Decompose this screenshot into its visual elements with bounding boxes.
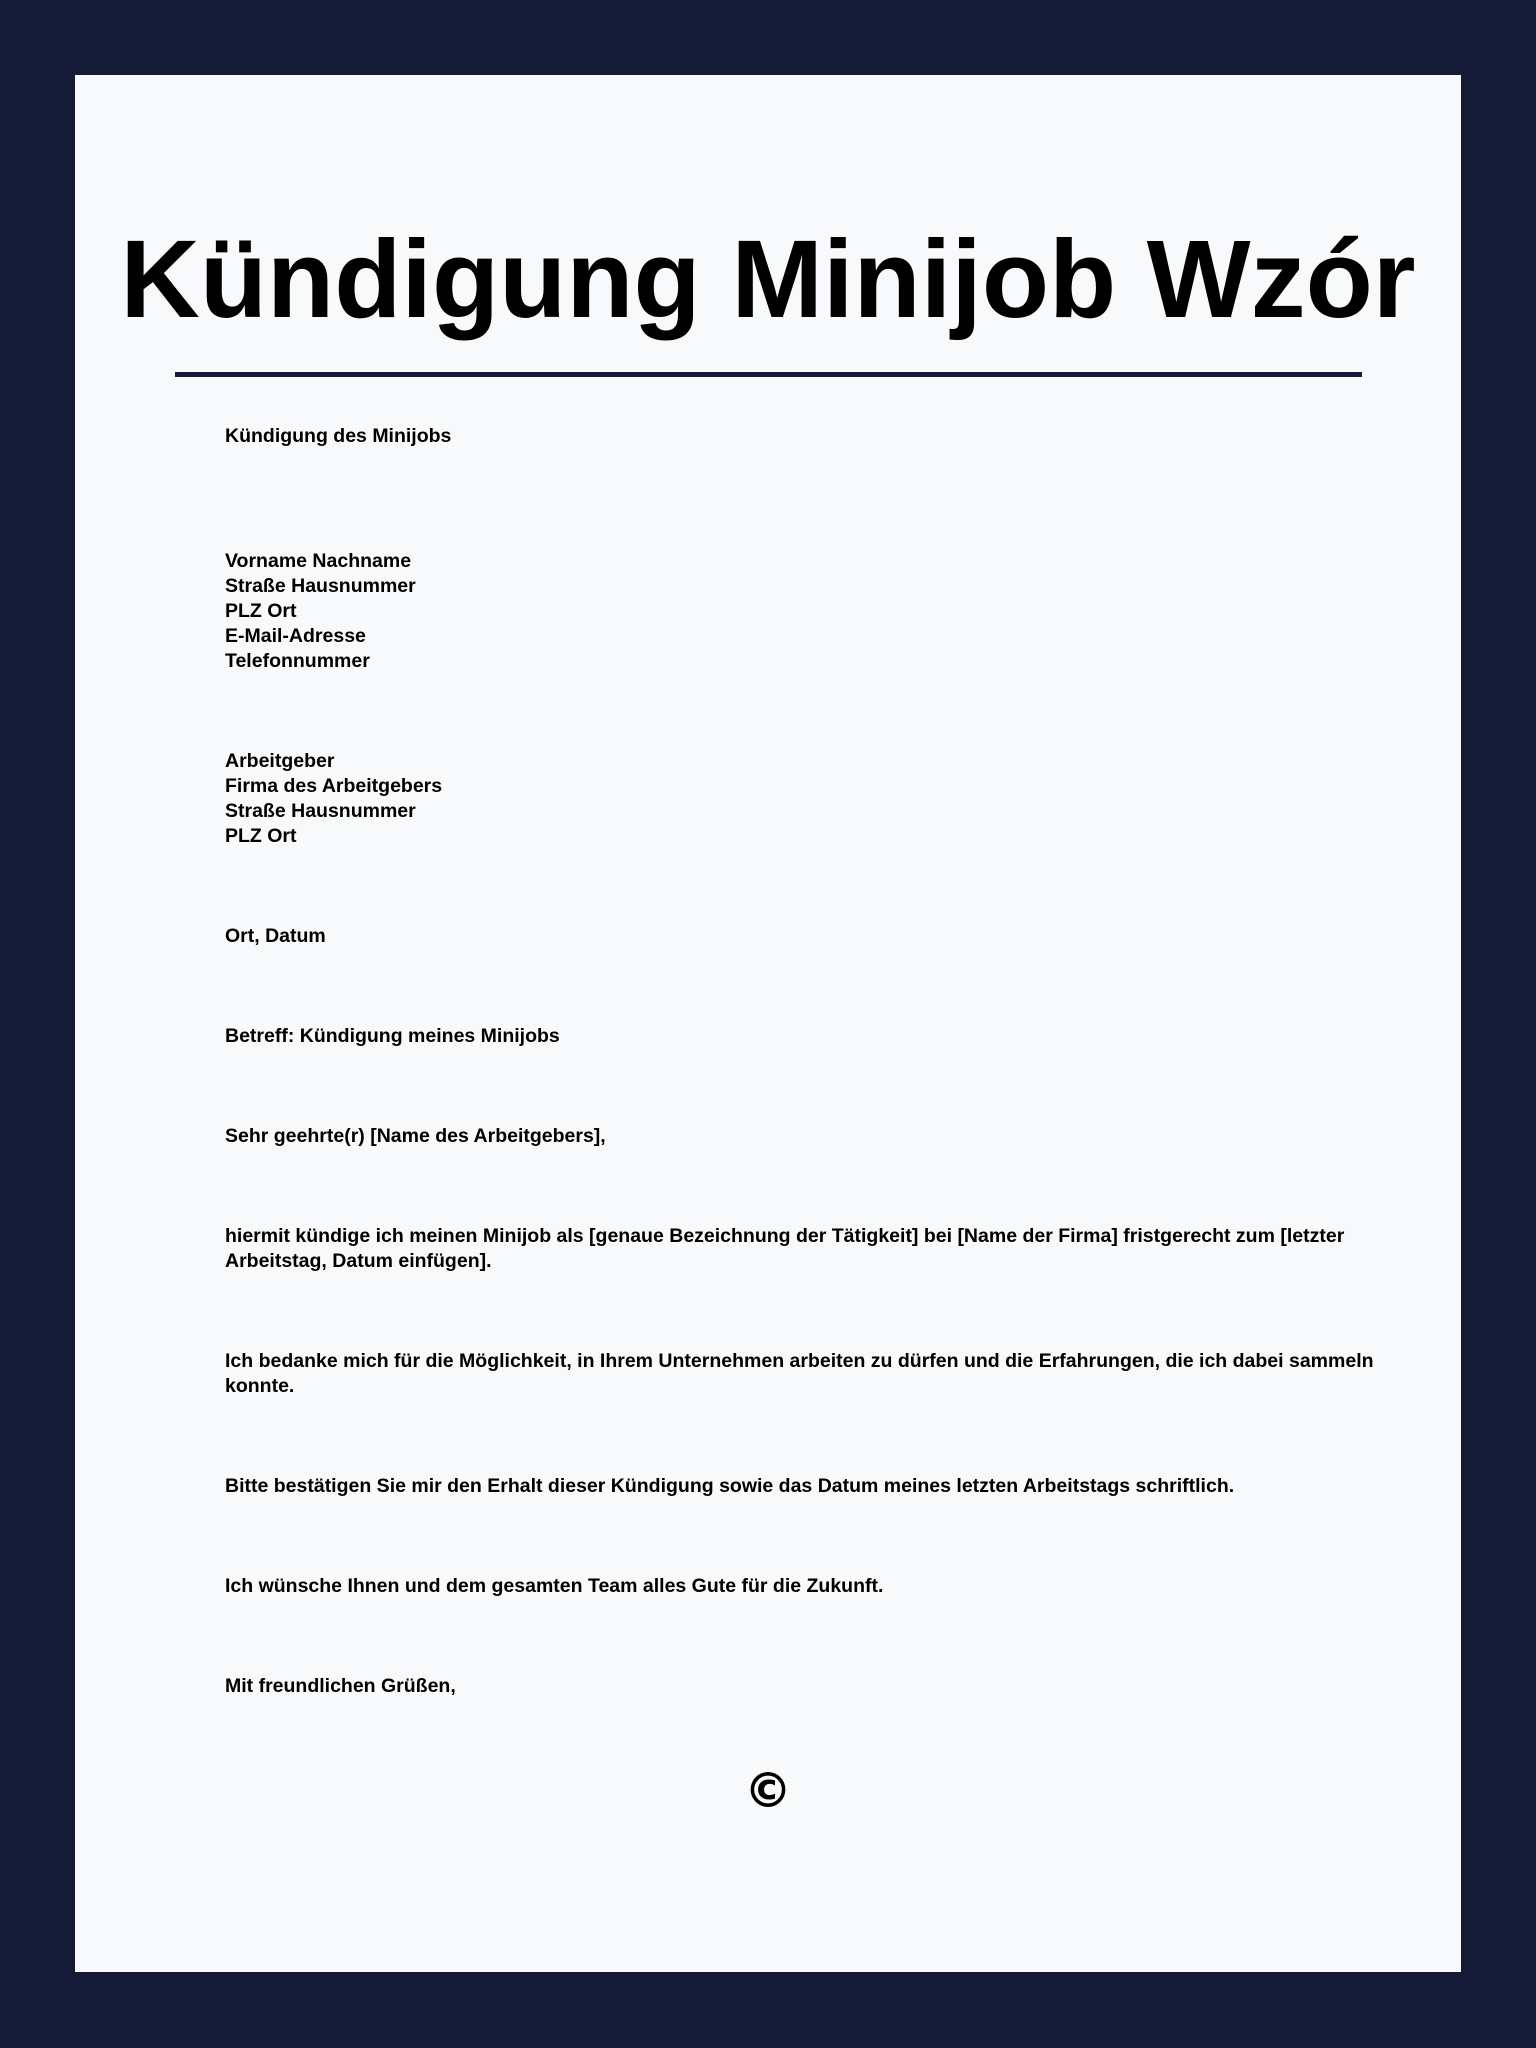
sender-phone: Telefonnummer xyxy=(225,650,370,672)
paragraph-thanks: Ich bedanke mich für die Möglichkeit, in Ihrem Unternehmen arbeiten zu dürfen und die Erfahrungen, die ich dabei sammeln konnte. xyxy=(225,1350,1374,1397)
title-divider xyxy=(175,372,1362,377)
copyright-icon: © xyxy=(744,1763,792,1819)
sender-name: Vorname Nachname xyxy=(225,550,412,572)
recipient-label: Arbeitgeber xyxy=(225,750,335,772)
paragraph-confirmation: Bitte bestätigen Sie mir den Erhalt dieser Kündigung sowie das Datum meines letzten Arbeitstags schriftlich. xyxy=(225,1475,1235,1497)
paragraph-termination: hiermit kündige ich meinen Minijob als [genaue Bezeichnung der Tätigkeit] bei [Name der Firma] fristgerecht zum [letzter Arbeitstag, Datum einfügen]. xyxy=(225,1225,1345,1272)
letter-body xyxy=(225,424,1405,1699)
recipient-block xyxy=(225,749,1405,849)
document-page xyxy=(75,75,1461,1972)
letter-heading: Kündigung des Minijobs xyxy=(225,425,452,447)
sender-street: Straße Hausnummer xyxy=(225,575,416,597)
recipient-company: Firma des Arbeitgebers xyxy=(225,775,443,797)
recipient-street: Straße Hausnummer xyxy=(225,800,416,822)
subject-line: Betreff: Kündigung meines Minijobs xyxy=(225,1025,560,1047)
salutation: Sehr geehrte(r) [Name des Arbeitgebers], xyxy=(225,1125,606,1147)
sender-email: E-Mail-Adresse xyxy=(225,625,366,647)
place-date: Ort, Datum xyxy=(225,925,326,947)
document-title: Kündigung Minijob Wzór xyxy=(120,218,1416,341)
sender-city: PLZ Ort xyxy=(225,600,297,622)
recipient-city: PLZ Ort xyxy=(225,825,297,847)
sender-block xyxy=(225,549,1405,674)
closing: Mit freundlichen Grüßen, xyxy=(225,1675,456,1697)
paragraph-wishes: Ich wünsche Ihnen und dem gesamten Team alles Gute für die Zukunft. xyxy=(225,1575,884,1597)
